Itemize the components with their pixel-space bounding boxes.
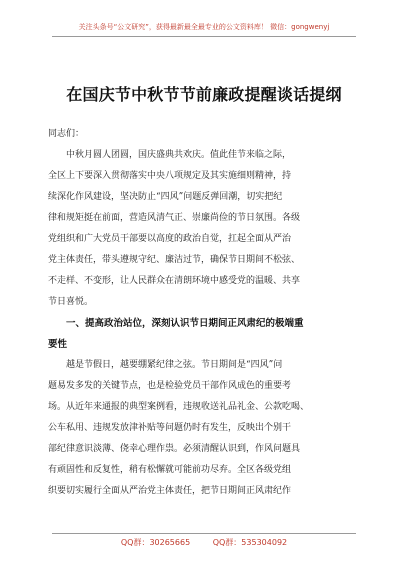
qq-group-2: QQ群：535304092 bbox=[212, 538, 288, 547]
paragraph-line: 公车私用、违规发放津补贴等问题仍时有发生，反映出个别干 bbox=[48, 423, 292, 433]
salutation: 同志们： bbox=[48, 129, 85, 139]
paragraph-line: 织要切实履行全面从严治党主体责任，把节日期间正风肃纪作 bbox=[48, 486, 292, 496]
paragraph-line: 续深化作风建设，坚决防止“四风”问题反弹回潮，切实把纪 bbox=[48, 192, 283, 202]
paragraph-line: 中秋月圆人团圆，国庆盛典共欢庆。值此佳节来临之际， bbox=[66, 150, 292, 160]
paragraph-line: 场。从近年来通报的典型案例看，违规收送礼品礼金、公款吃喝、 bbox=[48, 402, 310, 412]
paragraph-line: 全区上下要深入贯彻落实中央八项规定及其实施细则精神，持 bbox=[48, 171, 292, 181]
paragraph-line: 党组织和广大党员干部要以高度的政治自觉，扛起全面从严治 bbox=[48, 234, 292, 244]
document-body bbox=[48, 124, 363, 502]
document-title: 在国庆节中秋节节前廉政提醒谈话提纲 bbox=[66, 85, 342, 104]
header-banner: 关注头条号“公文研究”，获得最新最全最专业的公文资料库！ 微信：gongwenyj bbox=[78, 23, 330, 31]
paragraph-line: 有顽固性和反复性，稍有松懈就可能前功尽弃。全区各级党组 bbox=[48, 465, 292, 475]
paragraph-line: 不走样、不变形，让人民群众在清朗环境中感受党的温暖、共享 bbox=[48, 276, 301, 286]
paragraph-line: 题易发多发的关键节点，也是检验党员干部作风成色的重要考 bbox=[48, 381, 292, 391]
paragraph-line: 节日喜悦。 bbox=[48, 297, 94, 307]
footer bbox=[0, 537, 408, 548]
section-heading: 要性 bbox=[48, 339, 68, 350]
paragraph-line: 律和规矩挺在前面，营造风清气正、崇廉尚俭的节日氛围。各级 bbox=[48, 213, 301, 223]
header-divider bbox=[52, 36, 356, 37]
paragraph-line: 越是节假日，越要绷紧纪律之弦。节日期间是“四风”问 bbox=[66, 360, 283, 370]
section-heading: 一、提高政治站位，深刻认识节日期间正风肃纪的极端重 bbox=[66, 318, 304, 329]
footer-divider bbox=[52, 533, 356, 534]
qq-group-1: QQ群：30265665 bbox=[120, 538, 191, 547]
paragraph-line: 部纪律意识淡薄、侥幸心理作祟。必须清醒认识到，作风问题具 bbox=[48, 444, 301, 454]
paragraph-line: 党主体责任，带头遵规守纪、廉洁过节，确保节日期间不松弦、 bbox=[48, 255, 301, 265]
